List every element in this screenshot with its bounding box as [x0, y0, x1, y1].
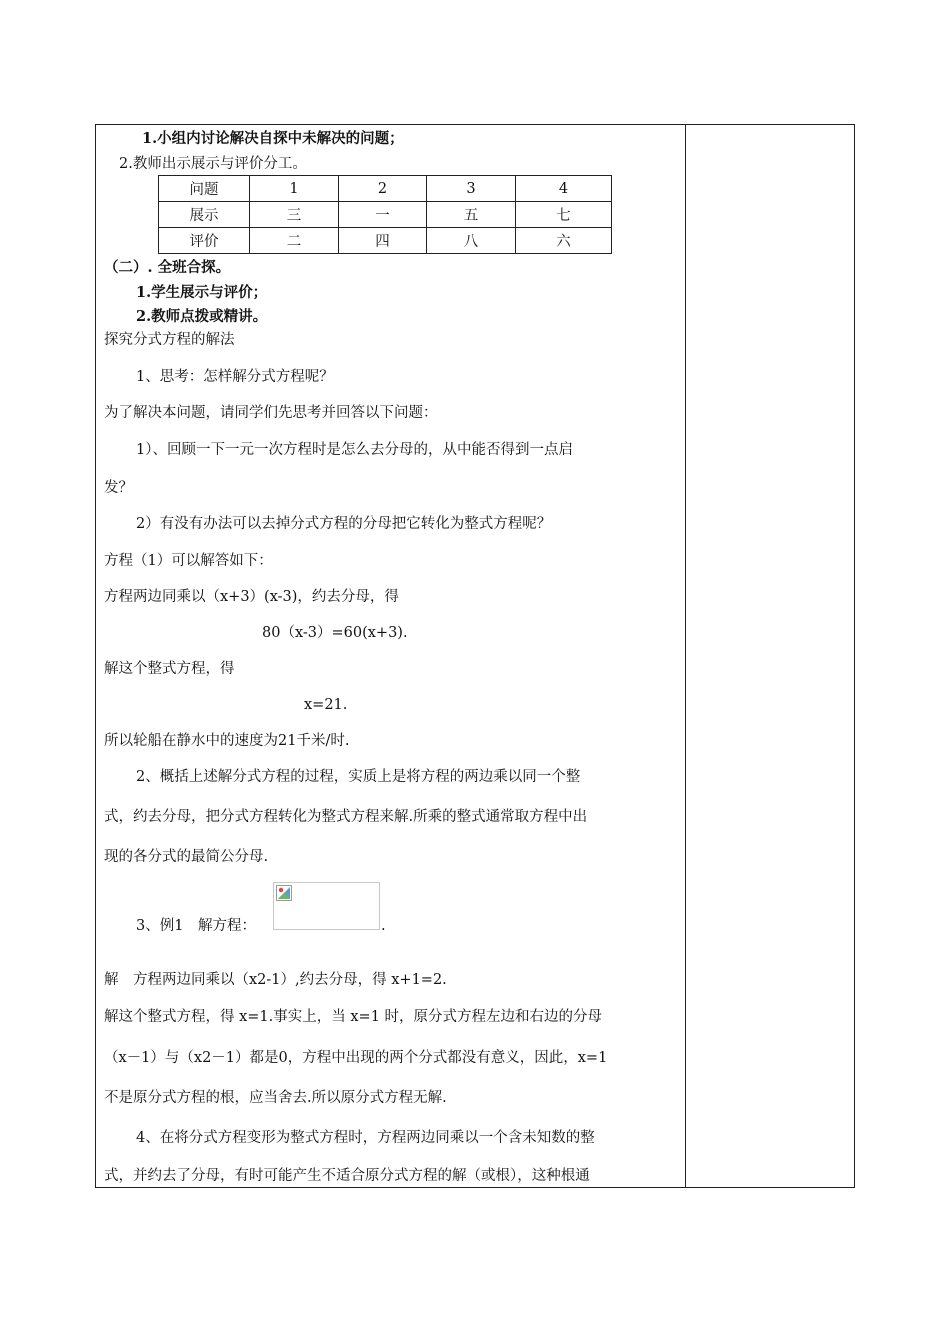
conclusion: 所以轮船在静水中的速度为21千米/时. [104, 733, 350, 749]
table-cell: 评价 [159, 228, 250, 254]
table-cell: 2 [339, 176, 427, 202]
paragraph-2-line-3: 现的各分式的最简公分母. [104, 849, 269, 865]
broken-image-icon [276, 885, 292, 901]
table-cell: 1 [250, 176, 339, 202]
table-cell: 一 [339, 202, 427, 228]
table-row [159, 176, 612, 202]
class-item-1: 1.学生展示与评价； [136, 284, 268, 301]
table-cell: 4 [516, 176, 612, 202]
table-cell: 二 [250, 228, 339, 254]
class-section-heading: （二）. 全班合探。 [104, 259, 231, 276]
example-equation-image [273, 882, 380, 930]
table-cell: 七 [516, 202, 612, 228]
table-cell: 八 [427, 228, 516, 254]
column-divider [685, 124, 686, 1188]
table-cell: 三 [250, 202, 339, 228]
solution-line-3: （x－1）与（x2－1）都是0，方程中出现的两个分式都没有意义，因此，x=1 [104, 1050, 608, 1066]
table-cell: 展示 [159, 202, 250, 228]
paragraph-4-line-1: 4、在将分式方程变形为整式方程时，方程两边同乘以一个含未知数的整 [136, 1130, 595, 1146]
group-item-2: 2.教师出示展示与评价分工。 [119, 156, 307, 172]
paragraph-2-line-1: 2、概括上述解分式方程的过程，实质上是将方程的两边乘以同一个整 [136, 769, 581, 785]
table-cell: 3 [427, 176, 516, 202]
sub-question-1-line-1: 1）、回顾一下一元一次方程时是怎么去分母的，从中能否得到一点启 [136, 442, 573, 458]
paragraph-2-line-2: 式，约去分母，把分式方程转化为整式方程来解.所乘的整式通常取方程中出 [104, 809, 588, 825]
example-period: . [381, 918, 386, 934]
class-item-2: 2.教师点拨或精讲。 [136, 308, 268, 325]
group-item-1: 1.小组内讨论解决自探中未解决的问题； [142, 130, 404, 147]
table-cell: 六 [516, 228, 612, 254]
intro-text: 为了解决本问题，请同学们先思考并回答以下问题： [104, 405, 438, 421]
solution-line-2: 解这个整式方程，得 x=1.事实上，当 x=1 时，原分式方程左边和右边的分母 [104, 1009, 603, 1025]
solution-step-1: 方程两边同乘以（x+3）(x-3)，约去分母，得 [104, 589, 399, 605]
paragraph-4-line-2: 式，并约去了分母，有时可能产生不适合原分式方程的解（或根），这种根通 [104, 1168, 590, 1184]
sub-question-1-line-2: 发？ [104, 480, 133, 496]
division-table [158, 175, 612, 254]
sub-question-2: 2）有没有办法可以去掉分式方程的分母把它转化为整式方程呢？ [136, 516, 552, 532]
table-row [159, 228, 612, 254]
equation-1: 80（x-3）=60(x+3). [262, 625, 408, 641]
equation-2: x=21. [304, 697, 348, 713]
solution-line-1: 解 方程两边同乘以（x2-1）,约去分母，得 x+1=2. [104, 972, 447, 988]
topic-title: 探究分式方程的解法 [104, 332, 235, 348]
table-cell: 问题 [159, 176, 250, 202]
solution-step-2: 解这个整式方程，得 [104, 661, 235, 677]
solution-intro: 方程（1）可以解答如下： [104, 553, 273, 569]
table-cell: 五 [427, 202, 516, 228]
table-row [159, 202, 612, 228]
solution-line-4: 不是原分式方程的根，应当舍去.所以原分式方程无解. [104, 1090, 447, 1106]
table-cell: 四 [339, 228, 427, 254]
example-label: 3、例1 解方程： [136, 918, 256, 934]
question-1: 1、思考：怎样解分式方程呢？ [136, 369, 334, 385]
